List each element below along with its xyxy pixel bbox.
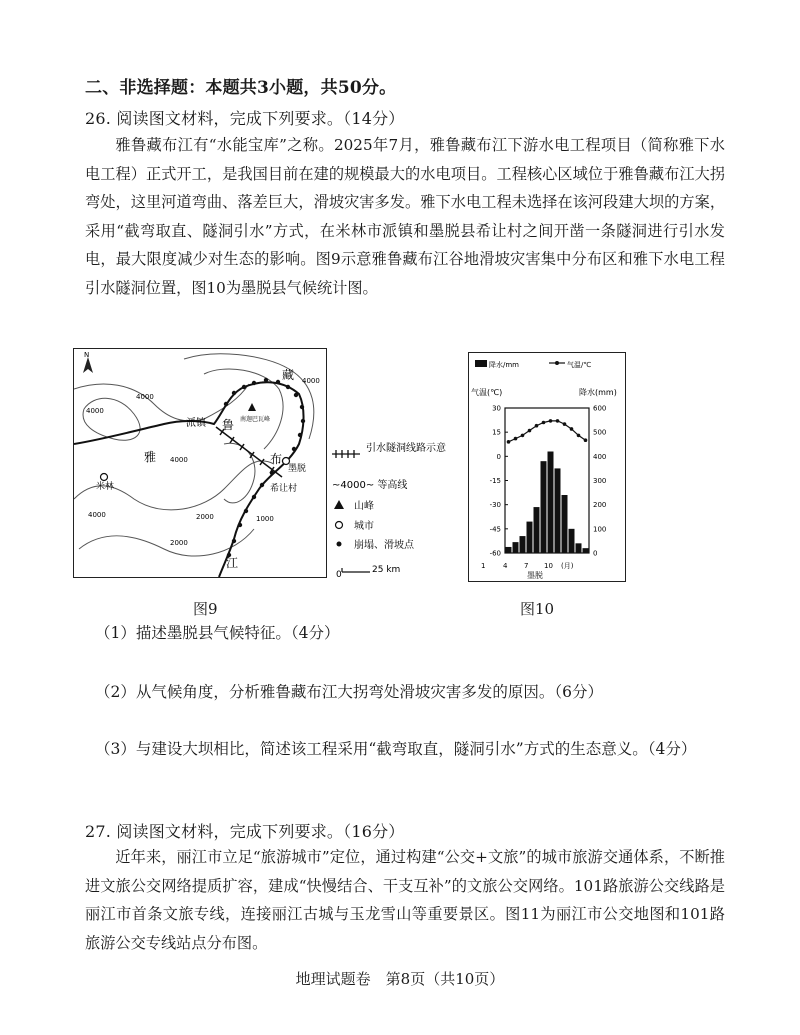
left-axis-title: 气温(℃) [471,388,503,397]
x-tick: (月) [561,562,574,570]
q27-material [85,843,725,957]
contour-label: 2000 [196,513,214,521]
right-tick-label: 300 [593,477,607,485]
legend-contour-label: ~4000~ 等高线 [332,480,408,491]
legend-temp-label: 气温/℃ [567,361,592,369]
legend-landslide-icon [337,542,342,547]
peak-icon [248,403,256,411]
right-tick-label: 400 [593,452,607,461]
contour-label: 4000 [86,407,104,415]
right-tick-label: 500 [593,428,607,437]
left-tick-label: -45 [489,525,501,534]
left-tick-label: 15 [492,428,501,437]
figure-9-caption: 图9 [193,600,218,618]
contour-label: 4000 [170,456,188,464]
river-char-1: 雅 [144,450,157,464]
q27-material-text: 近年来，丽江市立足“旅游城市”定位，通过构建“公交+文旅”的城市旅游交通体系，不断推进文旅公交网络提质扩容，建成“快慢结合、干支互补”的文旅公交网络。101路旅游公交线路是丽江市首条文旅专线，连接丽江古城与玉龙雪山等重要景区。图11为丽江市公交地图和101路旅游公交专线站点分布图。 [85,848,725,952]
right-axis-ticks [593,405,606,558]
temp-point-month-5 [535,424,539,428]
contour-label: 4000 [88,511,106,519]
scale-zero: 0 [336,570,342,580]
precip-bar-month-5 [534,507,540,553]
x-tick: 10 [544,562,553,570]
q27-prompt: 27. 阅读图文材料，完成下列要求。（16分） [85,822,405,841]
city-motuo-label: 墨脱 [288,464,307,474]
q26-sub3: （3）与建设大坝相比，简述该工程采用“截弯取直，隧洞引水”方式的生态意义。（4分） [95,740,697,758]
river-char-2: 鲁 [222,418,235,432]
precip-bar-month-10 [569,529,575,553]
figure-10-chart [468,352,626,582]
q26-material [85,131,725,302]
x-tick: 4 [503,562,508,570]
peak-label: 南迦巴瓦峰 [240,416,271,423]
precip-bar-month-3 [520,536,526,553]
precip-bar-month-7 [548,452,554,554]
temp-series [507,419,588,444]
q26-sub1: （1）描述墨脱县气候特征。（4分） [95,624,340,642]
q26-material-text: 雅鲁藏布江有“水能宝库”之称。2025年7月，雅鲁藏布江下游水电工程项目（简称雅下水电工程）正式开工，是我国目前在建的规模最大的水电项目。工程核心区域位于雅鲁藏布江大拐弯处，这里河道弯曲、落差巨大，滑坡灾害多发。雅下水电工程未选择在该河段建大坝的方案，采用“截弯取直、隧洞引水”方式，在米林市派镇和墨脱县希让村之间开凿一条隧洞进行引水发电，最大限度减少对生态的影响。图9示意雅鲁藏布江谷地滑坡灾害集中分布区和雅下水电工程引水隧洞位置，图10为墨脱县气候统计图。 [85,136,725,297]
temp-point-month-12 [584,438,588,442]
legend-peak-icon [334,500,344,509]
figure-9-legend [330,440,460,580]
right-tick-label: 200 [593,501,607,510]
tunnel-legend-icon [332,450,360,458]
north-label: N [84,351,90,359]
temp-line [509,421,586,442]
river-path [74,382,307,577]
map-svg [74,349,326,577]
village-xirang-label: 希让村 [270,484,298,494]
legend-landslide-label: 崩塌、滑坡点 [354,540,414,551]
section-header: 二、非选择题：本题共3小题，共50分。 [85,78,397,98]
climate-chart-svg [469,353,625,581]
precip-bar-month-12 [583,548,589,553]
town-paizhen-label: 派镇 [186,418,206,429]
city-milin-icon [101,474,108,481]
left-tick-label: -60 [489,549,501,558]
legend-city-label: 城市 [354,521,374,532]
left-tick-label: -30 [489,501,501,510]
precip-bar-month-11 [576,543,582,553]
left-tick-label: 30 [492,404,501,413]
contour-label: 2000 [170,539,188,547]
x-tick: 7 [524,562,529,570]
temp-point-month-3 [521,434,525,438]
figure-10-caption: 图10 [520,600,555,618]
right-axis-title: 降水(mm) [579,388,617,397]
scale-bar [342,568,370,572]
x-tick: 1 [481,562,486,570]
contour-label: 4000 [136,393,154,401]
temp-point-month-4 [528,429,532,433]
right-tick-label: 600 [593,404,607,413]
precip-bars [506,452,589,554]
north-arrow-icon [83,351,93,373]
q26-sub2: （2）从气候角度，分析雅鲁藏布江大拐弯处滑坡灾害多发的原因。（6分） [95,683,603,701]
precip-bar-month-2 [513,542,519,553]
left-tick-label: 0 [496,452,501,461]
temp-point-month-2 [514,437,518,441]
temp-point-month-10 [570,427,574,431]
temp-point-month-8 [556,419,560,423]
left-tick-label: -15 [489,477,501,485]
precip-bar-month-1 [506,547,512,553]
temp-point-month-9 [563,422,567,426]
q26-prompt: 26. 阅读图文材料，完成下列要求。（14分） [85,109,405,128]
figure-9-map [73,348,327,578]
precip-bar-month-8 [555,468,561,553]
station-label: 墨脱 [527,571,543,580]
right-tick-label: 0 [593,549,598,558]
contour-label: 4000 [302,377,320,385]
legend-precip-icon [475,360,487,367]
right-tick-label: 100 [593,525,607,534]
page-footer: 地理试题卷 第8页（共10页） [295,970,505,988]
river-char-3: 藏 [282,368,295,382]
temp-point-month-11 [577,434,581,438]
city-milin-label: 米林 [96,482,115,492]
scale-label: 25 km [372,565,401,575]
temp-point-month-1 [507,440,511,444]
legend-precip-label: 降水/mm [489,361,519,369]
precip-bar-month-9 [562,495,568,553]
river-char-4: 布 [270,452,283,466]
contour-label: 1000 [256,515,274,523]
legend-city-icon [336,522,343,529]
legend-peak-label: 山峰 [354,501,374,512]
legend-tunnel-label: 引水隧洞线路示意 [366,443,446,454]
river-char-5: 江 [226,556,239,570]
precip-bar-month-6 [541,461,547,553]
temp-point-month-6 [542,421,546,425]
plot-frame [505,408,589,553]
temp-point-month-7 [549,419,553,423]
precip-bar-month-4 [527,522,533,553]
